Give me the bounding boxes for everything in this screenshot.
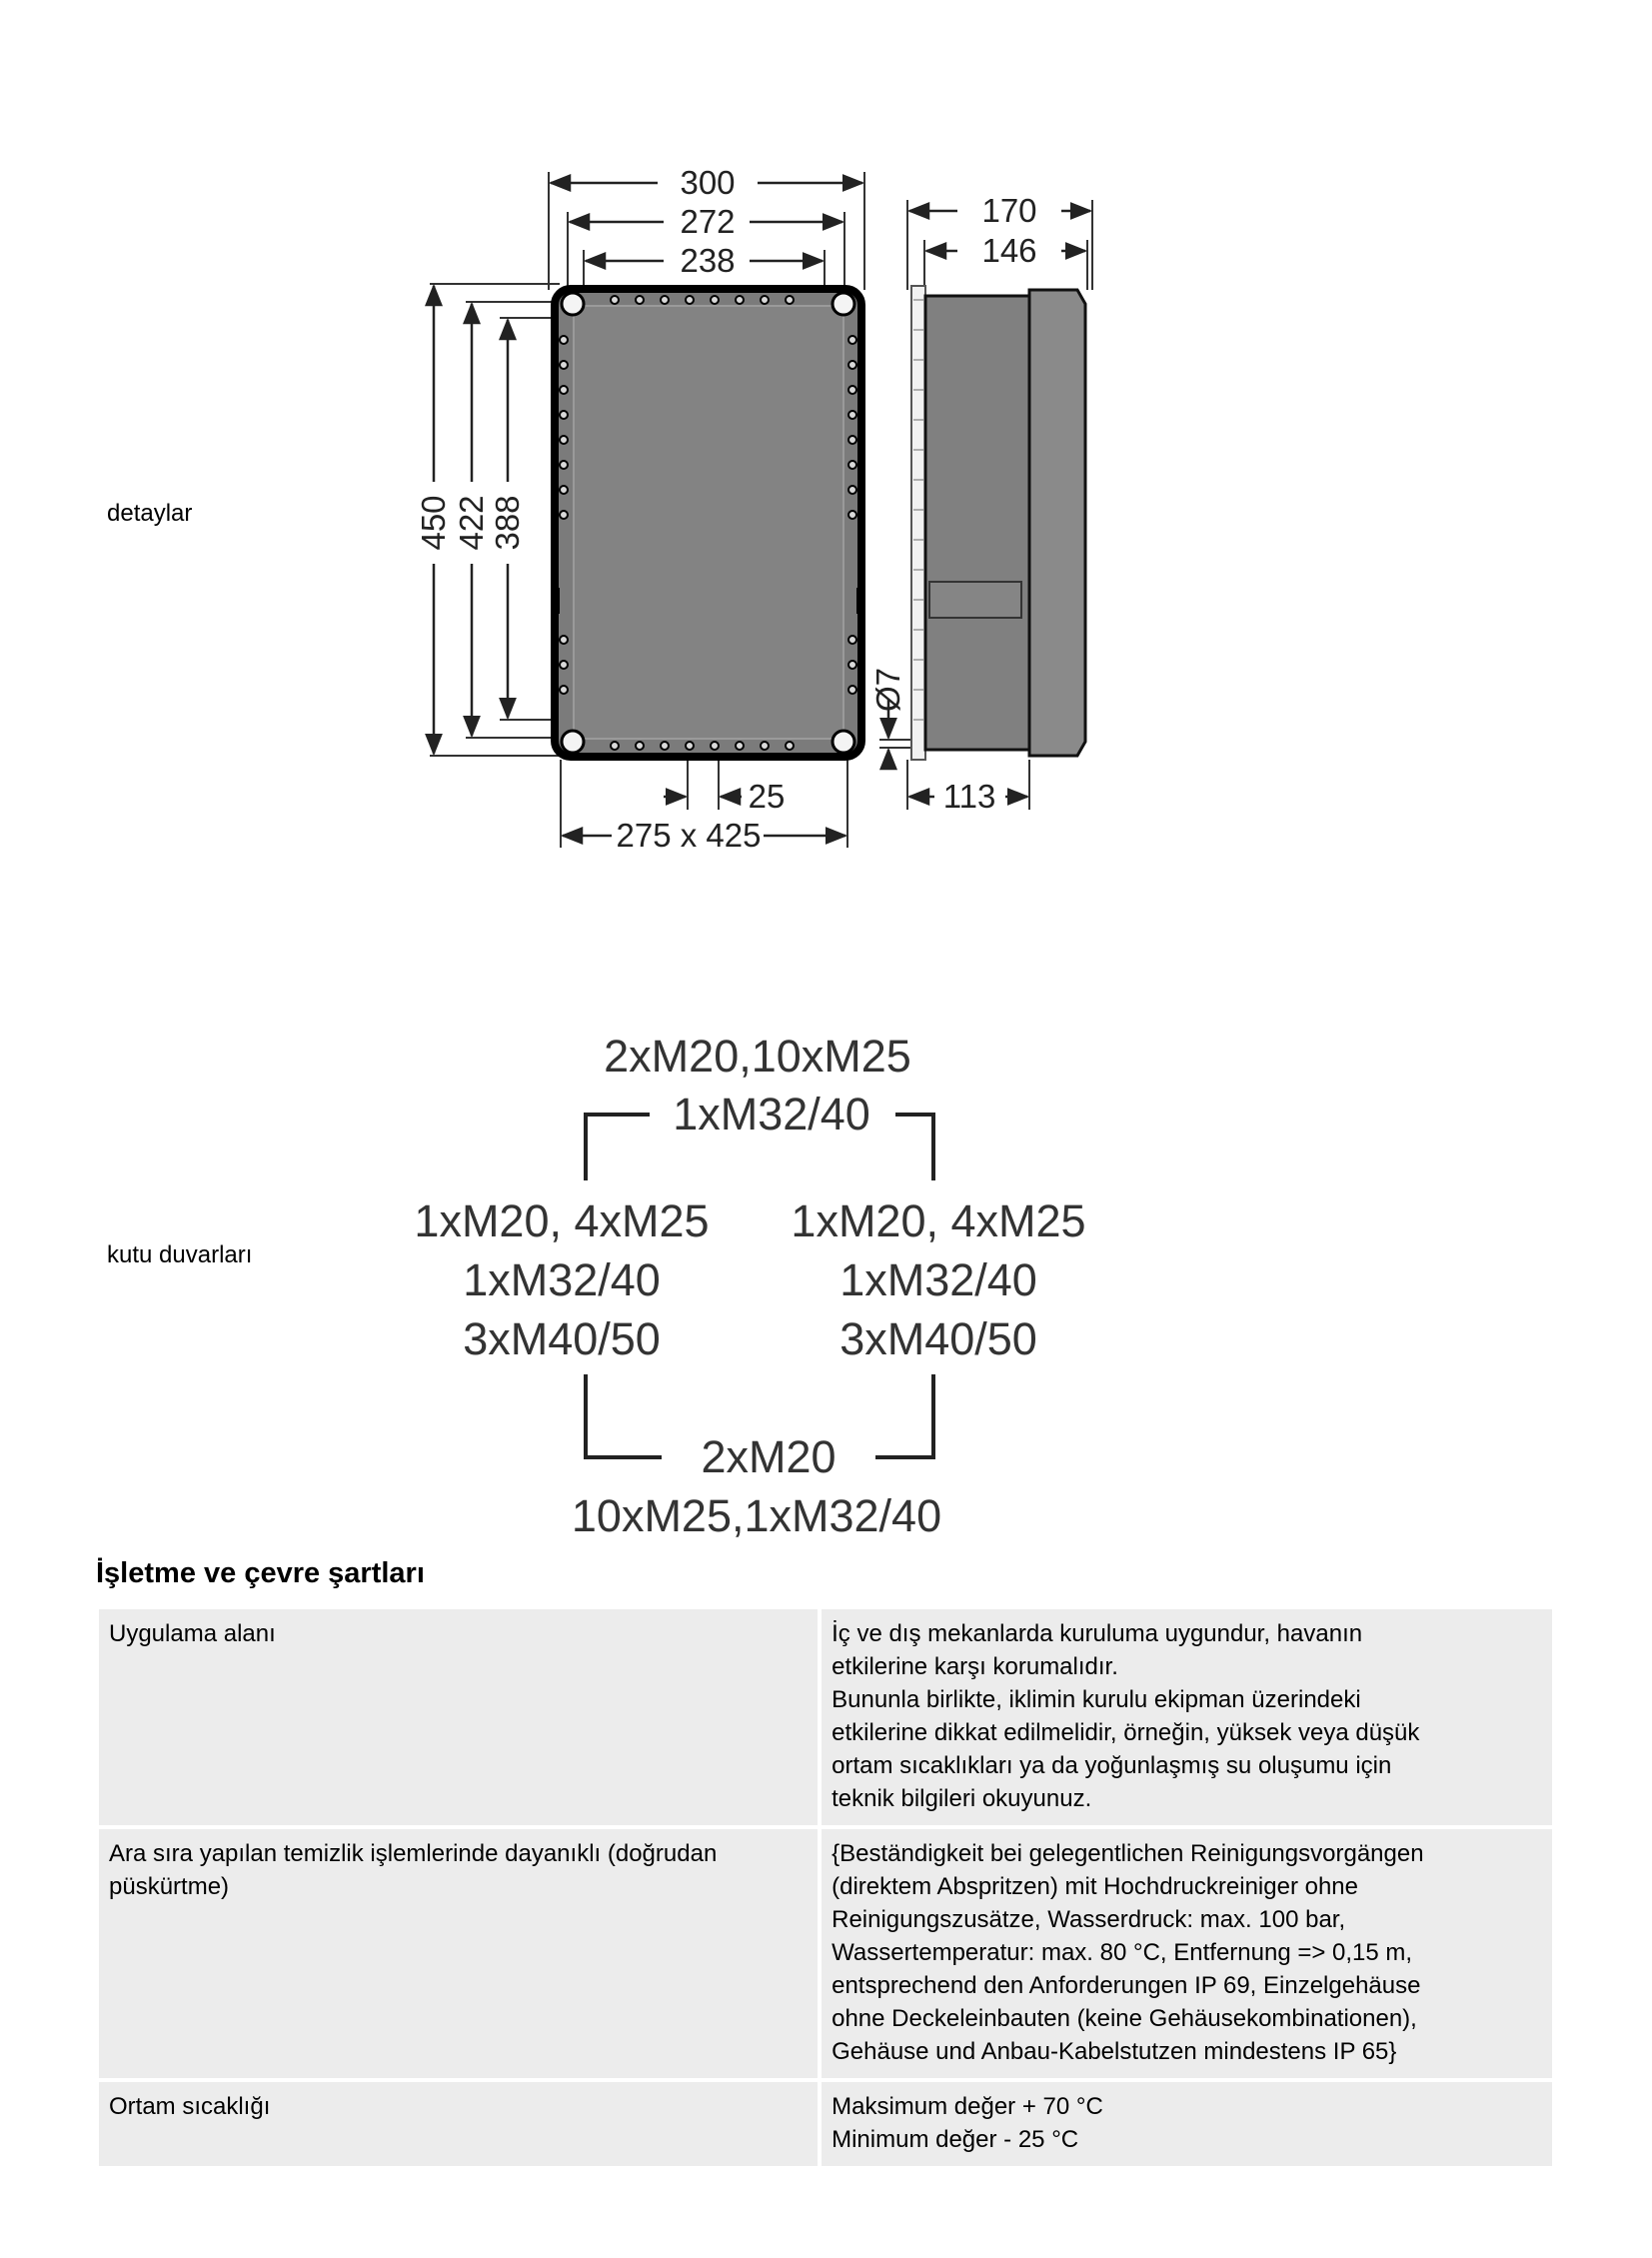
dim-height-422: 422	[453, 495, 490, 551]
spec-value-line: (direktem Abspritzen) mit Hochdruckreiniger ohne	[831, 1873, 1358, 1900]
wall-bottom-line-2: 10xM25,1xM32/40	[571, 1490, 942, 1541]
table-row	[99, 2082, 1552, 2166]
dim-depth-113: 113	[942, 778, 996, 815]
spec-value	[822, 2082, 1552, 2166]
wall-left-line-1: 1xM20, 4xM25	[414, 1195, 710, 1246]
spec-value	[822, 1609, 1552, 1825]
spec-value-line: teknik bilgileri okuyunuz.	[831, 1785, 1092, 1812]
dim-depth-146: 146	[981, 232, 1037, 269]
spec-value-line: Minimum değer - 25 °C	[831, 2126, 1079, 2153]
spec-value-line: Reinigungszusätze, Wasserdruck: max. 100 bar,	[831, 1906, 1346, 1933]
cable-entry-diagram	[414, 1031, 1085, 1541]
spec-value-line: entsprechend den Anforderungen IP 69, Einzelgehäuse	[831, 1972, 1421, 1999]
spec-value	[822, 1829, 1552, 2078]
side-view-drawing	[869, 192, 1092, 815]
spec-value-line: Bununla birlikte, iklimin kurulu ekipman üzerindeki	[831, 1686, 1361, 1713]
spec-name: Ortam sıcaklığı	[99, 2082, 822, 2166]
spec-value-line: etkilerine dikkat edilmelidir, örneğin, yüksek veya düşük	[831, 1719, 1420, 1746]
dim-inner-275x425: 275 x 425	[616, 817, 762, 854]
table-row	[99, 1609, 1552, 1825]
dim-hole-7: Ø7	[869, 667, 906, 713]
dim-height-388: 388	[489, 495, 526, 551]
wall-left-line-2: 1xM32/40	[463, 1254, 661, 1305]
spec-value-line: Gehäuse und Anbau-Kabelstutzen mindestens IP 65}	[831, 2038, 1397, 2065]
walls-row-label: kutu duvarları	[107, 1241, 253, 1268]
spec-value-line: Maksimum değer + 70 °C	[831, 2093, 1103, 2120]
wall-right-line-2: 1xM32/40	[839, 1254, 1037, 1305]
detail-row-label: detaylar	[107, 500, 193, 527]
section-title: İşletme ve çevre şartları	[96, 1557, 425, 1589]
wall-top-line-2: 1xM32/40	[673, 1089, 870, 1139]
spec-name: Uygulama alanı	[99, 1609, 822, 1825]
spec-value-line: İç ve dış mekanlarda kuruluma uygundur, havanın	[831, 1620, 1363, 1647]
spec-value-line: Wassertemperatur: max. 80 °C, Entfernung => 0,15 m,	[831, 1939, 1413, 1966]
table-row	[99, 1829, 1552, 2078]
dim-width-300: 300	[680, 164, 736, 201]
spec-value-line: ortam sıcaklıkları ya da yoğunlaşmış su oluşumu için	[831, 1752, 1392, 1779]
front-view-drawing	[415, 164, 865, 854]
wall-right-line-1: 1xM20, 4xM25	[791, 1195, 1086, 1246]
dim-depth-170: 170	[981, 192, 1037, 229]
operating-conditions-table	[99, 1605, 1552, 2170]
wall-top-line-1: 2xM20,10xM25	[604, 1031, 911, 1082]
spec-name: Ara sıra yapılan temizlik işlemlerinde dayanıklı (doğrudan püskürtme)	[99, 1829, 822, 2078]
wall-bottom-line-1: 2xM20	[701, 1431, 836, 1482]
dim-width-238: 238	[680, 242, 736, 279]
spec-value-line: etkilerine karşı korumalıdır.	[831, 1653, 1118, 1680]
spec-value-line: {Beständigkeit bei gelegentlichen Reinigungsvorgängen	[831, 1840, 1424, 1867]
wall-left-line-3: 3xM40/50	[463, 1313, 661, 1364]
dim-pitch-25: 25	[748, 778, 786, 815]
spec-value-line: ohne Deckeleinbauten (keine Gehäusekombinationen),	[831, 2005, 1417, 2032]
wall-right-line-3: 3xM40/50	[839, 1313, 1037, 1364]
dim-width-272: 272	[680, 203, 736, 240]
dim-height-450: 450	[415, 495, 452, 551]
